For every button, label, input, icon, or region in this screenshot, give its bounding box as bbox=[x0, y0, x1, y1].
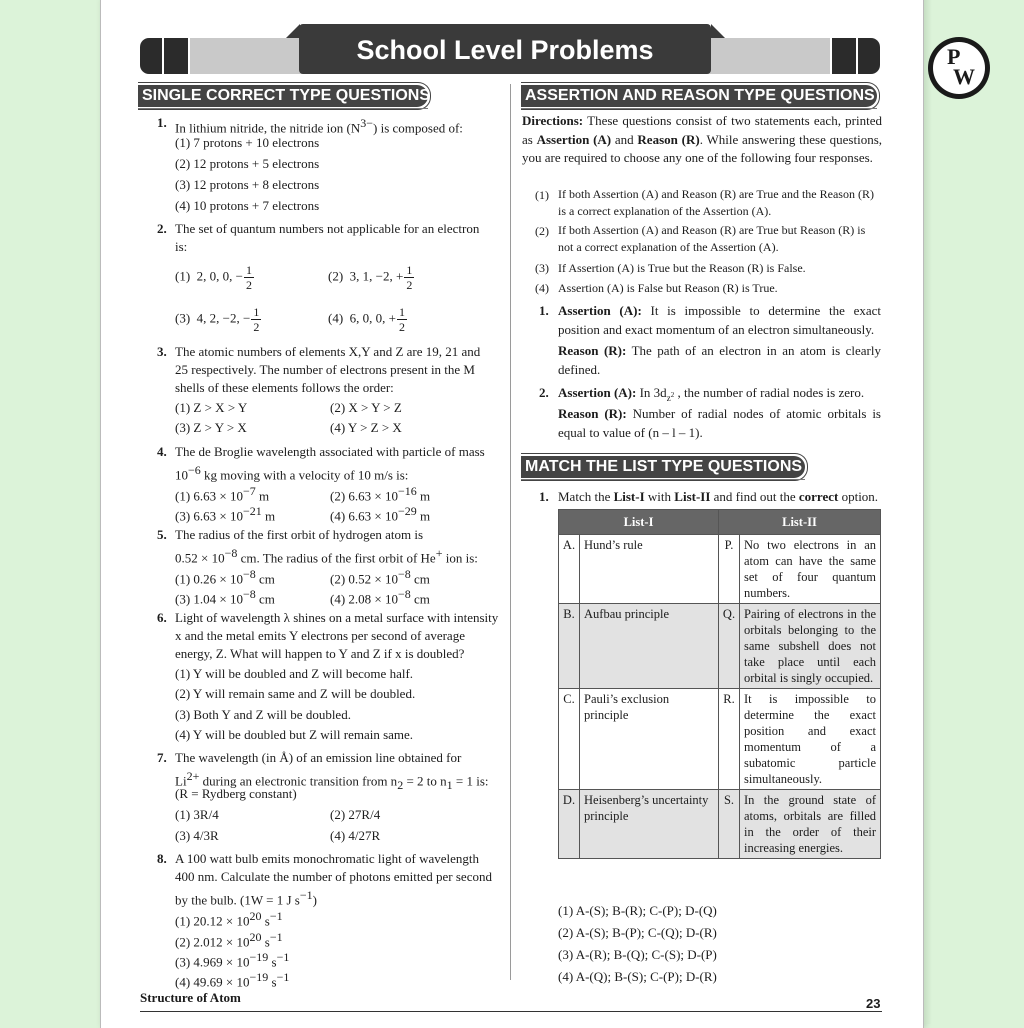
question-number: 1. bbox=[539, 489, 549, 504]
option: (1) 3R/4 bbox=[175, 807, 219, 822]
option: (2) 3, 1, −2, + $\frac{1}{2}$ bbox=[328, 263, 413, 292]
question-8-line: by the bulb. (1W = 1 J $s^{-1}$) bbox=[175, 888, 317, 908]
table-row: D. Heisenberg’s uncertainty principle S. In the ground state of atoms, orbitals are filled in the order of their increasing energies. bbox=[559, 790, 881, 859]
table-header-list1: List-I bbox=[559, 510, 719, 535]
option: (4) Y > Z > X bbox=[330, 420, 402, 435]
question-number: 3. bbox=[157, 344, 167, 359]
table-header-list2: List-II bbox=[719, 510, 881, 535]
option: (4) $49.69 \times 10^{-19}$ $s^{-1}$ bbox=[175, 970, 290, 990]
question-2-line: is: bbox=[175, 239, 188, 254]
question-5-line: The radius of the first orbit of hydrogen atom is bbox=[175, 527, 424, 542]
option: (4) A-(Q); B-(S); C-(P); D-(R) bbox=[558, 969, 717, 984]
question-3-line: The atomic numbers of elements X,Y and Z are 19, 21 and bbox=[175, 344, 481, 359]
section-heading-match-list: MATCH THE LIST TYPE QUESTIONS bbox=[521, 456, 805, 478]
option: (1) $6.63 \times 10^{-7}$ m bbox=[175, 484, 270, 504]
question-1-text: In lithium nitride, the nitride ion $(N^{3-})$ is composed of: bbox=[175, 116, 463, 136]
question-6-line: Light of wavelength λ shines on a metal surface with intensity bbox=[175, 610, 499, 625]
option: (4) 10 protons + 7 electrons bbox=[175, 198, 320, 213]
option: (2) X > Y > Z bbox=[330, 400, 402, 415]
response-number: (2) bbox=[535, 224, 549, 238]
directions-paragraph: Directions: These questions consist of two statements each, printed as Assertion (A) and Reason (R). While answering these questions, you are required to choose any one of the following four responses. bbox=[522, 113, 883, 165]
logo-letter-w: W bbox=[953, 64, 975, 89]
option: (3) Z > Y > X bbox=[175, 420, 247, 435]
question-number: 1. bbox=[539, 303, 549, 318]
option: (4) $6.63 \times 10^{-29}$ m bbox=[330, 504, 431, 524]
banner-corner-right bbox=[711, 24, 725, 38]
page-number: 23 bbox=[866, 996, 881, 1011]
question-number: 2. bbox=[539, 385, 549, 400]
assertion-1: Assertion (A): It is impossible to determine the exact position and exact momentum of an electron simultaneously. bbox=[558, 303, 882, 337]
question-7-line: $Li^{2+}$ during an electronic transition from $n_2 = 2$ to $n_1 = 1$ is: bbox=[175, 769, 489, 792]
option: (3) A-(R); B-(Q); C-(S); D-(P) bbox=[558, 947, 717, 962]
option: (2) 12 protons + 5 electrons bbox=[175, 156, 320, 171]
question-number: 6. bbox=[157, 610, 167, 625]
option: (3) $1.04 \times 10^{-8}$ cm bbox=[175, 587, 275, 607]
question-2-line: The set of quantum numbers not applicable for an electron bbox=[175, 221, 480, 236]
match-table bbox=[558, 509, 881, 859]
option: (4) $2.08 \times 10^{-8}$ cm bbox=[330, 587, 430, 607]
question-4-line: The de Broglie wavelength associated with particle of mass bbox=[175, 444, 485, 459]
option: (1) Z > X > Y bbox=[175, 400, 248, 415]
question-number: 7. bbox=[157, 750, 167, 765]
response-text: If both Assertion (A) and Reason (R) are True and the Reason (R) is a correct explanation of the Assertion (A). bbox=[558, 187, 874, 218]
question-number: 5. bbox=[157, 527, 167, 542]
question-8-line: 400 nm. Calculate the number of photons emitted per second bbox=[175, 869, 492, 884]
question-6-line: x and the metal emits Y electrons per second of average bbox=[175, 628, 465, 643]
question-number: 1. bbox=[157, 115, 167, 130]
logo-letter-p: P bbox=[947, 44, 961, 69]
section-underline bbox=[521, 479, 805, 480]
option: (2) $2.012 \times 10^{20}$ $s^{-1}$ bbox=[175, 930, 283, 950]
option: (2) $0.52 \times 10^{-8}$ cm bbox=[330, 567, 430, 587]
option: (1) 7 protons + 10 electrons bbox=[175, 135, 320, 150]
option: (1) A-(S); B-(R); C-(P); D-(Q) bbox=[558, 903, 717, 918]
option: (2) A-(S); B-(P); C-(Q); D-(R) bbox=[558, 925, 717, 940]
response-text: If both Assertion (A) and Reason (R) are True but Reason (R) is not a correct explanation of the Assertion (A). bbox=[558, 223, 866, 254]
response-text: Assertion (A) is False but Reason (R) is True. bbox=[558, 281, 778, 295]
option: (2) 27R/4 bbox=[330, 807, 381, 822]
option: (4) 6, 0, 0, + $\frac{1}{2}$ bbox=[328, 305, 406, 334]
section-underline bbox=[521, 108, 877, 109]
option: (3) 12 protons + 8 electrons bbox=[175, 177, 320, 192]
reason-2: Reason (R): Number of radial nodes of atomic orbitals is equal to value of (n – l – 1). bbox=[558, 406, 881, 440]
question-7-line: (R = Rydberg constant) bbox=[175, 786, 297, 801]
option: (1) $0.26 \times 10^{-8}$ cm bbox=[175, 567, 275, 587]
option: (1) 2, 0, 0, − $\frac{1}{2}$ bbox=[175, 263, 253, 292]
assertion-2: Assertion (A): In $3d_{z^2}$ , the number of radial nodes is zero. bbox=[558, 385, 865, 403]
question-number: 2. bbox=[157, 221, 167, 236]
option: (3) 4, 2, −2, − $\frac{1}{2}$ bbox=[175, 305, 260, 334]
section-heading-assertion-reason: ASSERTION AND REASON TYPE QUESTIONS bbox=[521, 85, 877, 107]
option: (2) Y will remain same and Z will be doubled. bbox=[175, 686, 416, 701]
pw-logo bbox=[928, 37, 990, 99]
column-divider bbox=[510, 84, 511, 980]
option: (4) Y will be doubled but Z will remain same. bbox=[175, 727, 414, 742]
response-number: (4) bbox=[535, 281, 549, 295]
option: (3) Both Y and Z will be doubled. bbox=[175, 707, 351, 722]
question-7-line: The wavelength (in Å) of an emission line obtained for bbox=[175, 750, 462, 765]
page-title: School Level Problems bbox=[299, 24, 711, 74]
response-number: (3) bbox=[535, 261, 549, 275]
option: (3) $4.969 \times 10^{-19}$ $s^{-1}$ bbox=[175, 950, 290, 970]
banner-corner-left bbox=[286, 24, 300, 38]
table-row: C. Pauli’s exclusion principle R. It is impossible to determine the exact position and exact momentum of a subatomic particle simultaneously. bbox=[559, 689, 881, 790]
option: (1) Y will be doubled and Z will become half. bbox=[175, 666, 414, 681]
footer-rule bbox=[140, 1011, 882, 1012]
question-8-line: A 100 watt bulb emits monochromatic light of wavelength bbox=[175, 851, 480, 866]
section-underline bbox=[138, 108, 428, 109]
question-6-line: energy, Z. What will happen to Y and Z if x is doubled? bbox=[175, 646, 465, 661]
response-text: If Assertion (A) is True but the Reason (R) is False. bbox=[558, 261, 806, 275]
question-3-line: 25 respectively. The number of electrons present in the M bbox=[175, 362, 475, 377]
question-3-line: shells of these elements follows the order: bbox=[175, 380, 394, 395]
table-row: A. Hund’s rule P. No two electrons in an atom can have the same set of four quantum numbers. bbox=[559, 535, 881, 604]
question-number: 8. bbox=[157, 851, 167, 866]
match-question-text: Match the List-I with List-II and find out the correct option. bbox=[558, 489, 879, 504]
option: (3) 4/3R bbox=[175, 828, 219, 843]
response-number: (1) bbox=[535, 188, 549, 202]
question-4-line: $10^{-6}$ kg moving with a velocity of 10 m/s is: bbox=[175, 463, 409, 483]
option: (3) $6.63 \times 10^{-21}$ m bbox=[175, 504, 276, 524]
option: (1) $20.12 \times 10^{20}$ $s^{-1}$ bbox=[175, 909, 283, 929]
table-row: B. Aufbau principle Q. Pairing of electrons in the orbitals belonging to the same subshell does not take place until each orbital is singly occupied. bbox=[559, 604, 881, 689]
option: (4) 4/27R bbox=[330, 828, 381, 843]
question-5-line: $0.52 \times 10^{-8}$ cm. The radius of the first orbit of He+ ion is: bbox=[175, 546, 478, 566]
section-heading-single-correct: SINGLE CORRECT TYPE QUESTIONS bbox=[138, 85, 428, 107]
chapter-name: Structure of Atom bbox=[140, 990, 241, 1005]
reason-1: Reason (R): The path of an electron in an atom is clearly defined. bbox=[558, 343, 882, 377]
page-edge-shadow bbox=[924, 0, 932, 1024]
option: (2) $6.63 \times 10^{-16}$ m bbox=[330, 484, 431, 504]
question-number: 4. bbox=[157, 444, 167, 459]
